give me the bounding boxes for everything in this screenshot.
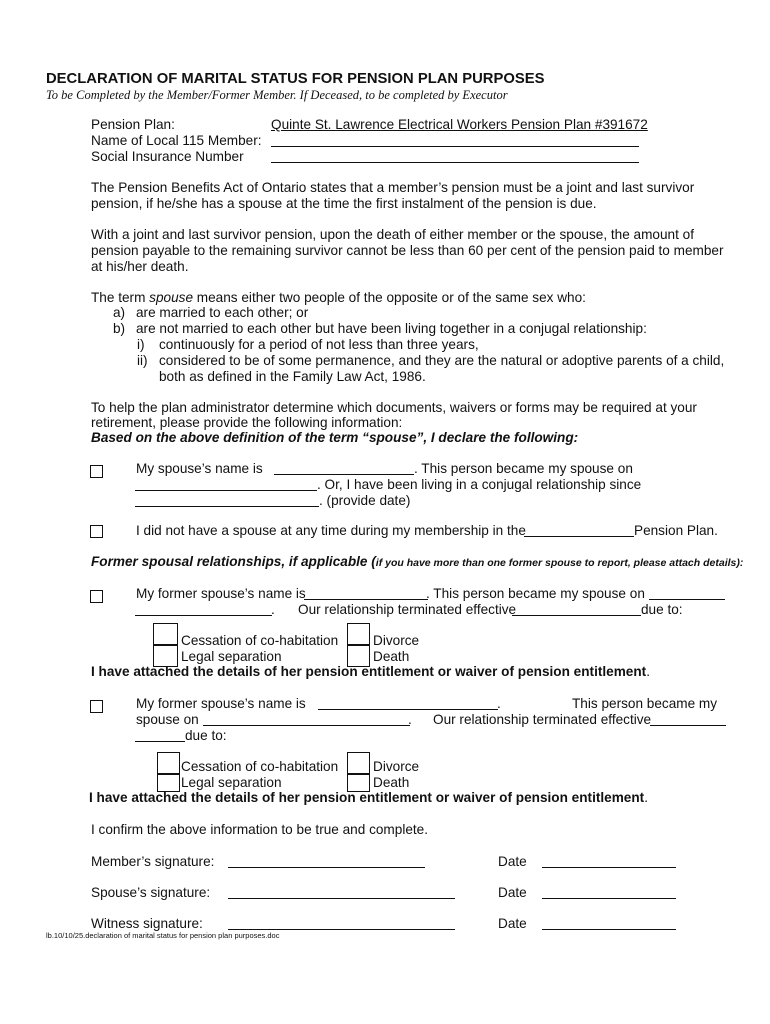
former1-divorce-checkbox[interactable] bbox=[347, 623, 370, 645]
former2-period: . bbox=[497, 696, 501, 711]
paragraph-pension-act: The Pension Benefits Act of Ontario states that a member’s pension must be a joint and last survivor pension, if he/she has a spouse at the time the first instalment of the pension is due. bbox=[91, 180, 695, 211]
former2-name-label: My former spouse’s name is bbox=[136, 696, 306, 711]
former2-due-to: due to: bbox=[185, 728, 227, 743]
provide-date-label: . (provide date) bbox=[319, 493, 411, 508]
former1-cohabitation-label: Cessation of co-habitation bbox=[181, 633, 339, 648]
former1-name-field[interactable] bbox=[304, 599, 428, 600]
item-a-marker: a) bbox=[113, 305, 126, 320]
term-prefix: The term bbox=[91, 290, 150, 305]
term-suffix: means either two people of the opposite or of the same sex who: bbox=[193, 290, 586, 305]
no-spouse-checkbox[interactable] bbox=[90, 525, 103, 538]
former2-death-label: Death bbox=[373, 775, 410, 790]
confirm-statement: I confirm the above information to be true and complete. bbox=[91, 822, 429, 837]
former-heading-note: if you have more than one former spouse to report, please attach details): bbox=[375, 557, 744, 569]
witness-date-label: Date bbox=[498, 916, 527, 931]
former2-legal-separation-label: Legal separation bbox=[181, 775, 282, 790]
item-ii-marker: ii) bbox=[137, 353, 148, 368]
former1-attached-statement bbox=[91, 664, 650, 679]
former2-since-field[interactable] bbox=[203, 725, 410, 726]
former-spouse-1-checkbox[interactable] bbox=[90, 590, 103, 603]
spouse-signature-field[interactable] bbox=[228, 898, 455, 899]
former2-cohabitation-checkbox[interactable] bbox=[157, 752, 180, 774]
former1-since-field-cont[interactable] bbox=[135, 615, 272, 616]
current-spouse-checkbox[interactable] bbox=[90, 465, 103, 478]
spouse-name-label: My spouse’s name is bbox=[136, 461, 263, 476]
former1-due-to: due to: bbox=[641, 602, 683, 617]
witness-date-field[interactable] bbox=[542, 929, 676, 930]
former-heading-text: Former spousal relationships, if applicable ( bbox=[91, 554, 376, 569]
former2-divorce-checkbox[interactable] bbox=[347, 752, 370, 774]
item-ii-line2: both as defined in the Family Law Act, 1986. bbox=[159, 369, 426, 384]
former2-terminated-field-cont[interactable] bbox=[135, 741, 185, 742]
member-date-label: Date bbox=[498, 854, 527, 869]
former2-cohabitation-label: Cessation of co-habitation bbox=[181, 759, 339, 774]
conjugal-date-field[interactable] bbox=[135, 506, 319, 507]
former2-terminated-field[interactable] bbox=[650, 725, 726, 726]
plan-name-field[interactable] bbox=[524, 536, 634, 537]
item-b: are not married to each other but have been living together in a conjugal relationship: bbox=[136, 321, 647, 336]
former2-divorce-label: Divorce bbox=[373, 759, 420, 774]
former1-since-field[interactable] bbox=[649, 599, 725, 600]
former-spouse-heading bbox=[91, 554, 743, 569]
paragraph-joint-survivor: With a joint and last survivor pension, upon the death of either member or the spouse, the amount of pension payable to the remaining survivor cannot be less than 60 per cent of the pension paid to member at his/her death. bbox=[91, 227, 724, 274]
document-title: DECLARATION OF MARITAL STATUS FOR PENSION PLAN PURPOSES bbox=[46, 71, 545, 87]
item-a: are married to each other; or bbox=[136, 305, 309, 320]
former1-cohabitation-checkbox[interactable] bbox=[153, 623, 178, 645]
spouse-date-field[interactable] bbox=[135, 490, 317, 491]
former1-attached-end: . bbox=[646, 664, 650, 679]
conjugal-label: . Or, I have been living in a conjugal relationship since bbox=[317, 477, 642, 492]
witness-signature-field[interactable] bbox=[228, 929, 455, 930]
member-signature-label: Member’s signature: bbox=[91, 854, 215, 869]
former2-period2: . bbox=[408, 712, 412, 727]
footer-filename: lb.10/10/25.declaration of marital status for pension plan purposes.doc bbox=[46, 931, 280, 940]
former2-attached-end: . bbox=[644, 790, 648, 805]
witness-signature-label: Witness signature: bbox=[91, 916, 203, 931]
item-i: continuously for a period of not less than three years, bbox=[159, 337, 479, 352]
member-signature-field[interactable] bbox=[228, 867, 425, 868]
former1-terminated-field[interactable] bbox=[512, 615, 641, 616]
member-name-label: Name of Local 115 Member: bbox=[91, 133, 262, 148]
former1-death-label: Death bbox=[373, 649, 410, 664]
help-text-line1: To help the plan administrator determine which documents, waivers or forms may be required at your bbox=[91, 400, 697, 415]
former2-became-label: This person became my bbox=[572, 696, 718, 711]
term-definition-intro bbox=[91, 290, 586, 305]
help-text-line2: retirement, please provide the following information: bbox=[91, 415, 403, 430]
former-spouse-2-checkbox[interactable] bbox=[90, 700, 103, 713]
item-b-marker: b) bbox=[113, 321, 126, 336]
no-spouse-text: I did not have a spouse at any time during my membership in the bbox=[136, 523, 526, 538]
former1-name-label: My former spouse’s name is bbox=[136, 586, 306, 601]
member-date-field[interactable] bbox=[542, 867, 676, 868]
former2-name-field[interactable] bbox=[318, 709, 498, 710]
former2-terminated-label: Our relationship terminated effective bbox=[433, 712, 652, 727]
item-i-marker: i) bbox=[137, 337, 145, 352]
pension-plan-label: Pension Plan: bbox=[91, 117, 175, 132]
member-name-field[interactable] bbox=[271, 146, 639, 147]
pension-plan-suffix: Pension Plan. bbox=[634, 523, 718, 538]
pension-plan-value: Quinte St. Lawrence Electrical Workers Pension Plan #391672 bbox=[271, 117, 648, 132]
former1-divorce-label: Divorce bbox=[373, 633, 420, 648]
spouse-date-label: Date bbox=[498, 885, 527, 900]
former1-legal-separation-label: Legal separation bbox=[181, 649, 282, 664]
former1-terminated-label: Our relationship terminated effective bbox=[298, 602, 517, 617]
former2-attached-text: I have attached the details of her pension entitlement or waiver of pension entitlement bbox=[89, 790, 645, 805]
former1-period: . bbox=[271, 602, 275, 617]
spouse-name-field[interactable] bbox=[274, 474, 414, 475]
spouse-since-label: . This person became my spouse on bbox=[414, 461, 633, 476]
sin-field[interactable] bbox=[271, 162, 639, 163]
spouse-date-field[interactable] bbox=[542, 898, 676, 899]
former1-since-label: . This person became my spouse on bbox=[426, 586, 645, 601]
former1-attached-text: I have attached the details of her pension entitlement or waiver of pension entitlement bbox=[91, 664, 647, 679]
term-word: spouse bbox=[149, 290, 194, 305]
former2-spouse-on-label: spouse on bbox=[136, 712, 199, 727]
document-subtitle: To be Completed by the Member/Former Member. If Deceased, to be completed by Executor bbox=[46, 88, 508, 102]
former2-attached-statement bbox=[89, 790, 648, 805]
item-ii-line1: considered to be of some permanence, and they are the natural or adoptive parents of a child, bbox=[159, 353, 725, 368]
spouse-signature-label: Spouse’s signature: bbox=[91, 885, 211, 900]
declare-heading: Based on the above definition of the term “spouse”, I declare the following: bbox=[91, 430, 579, 445]
sin-label: Social Insurance Number bbox=[91, 149, 244, 164]
